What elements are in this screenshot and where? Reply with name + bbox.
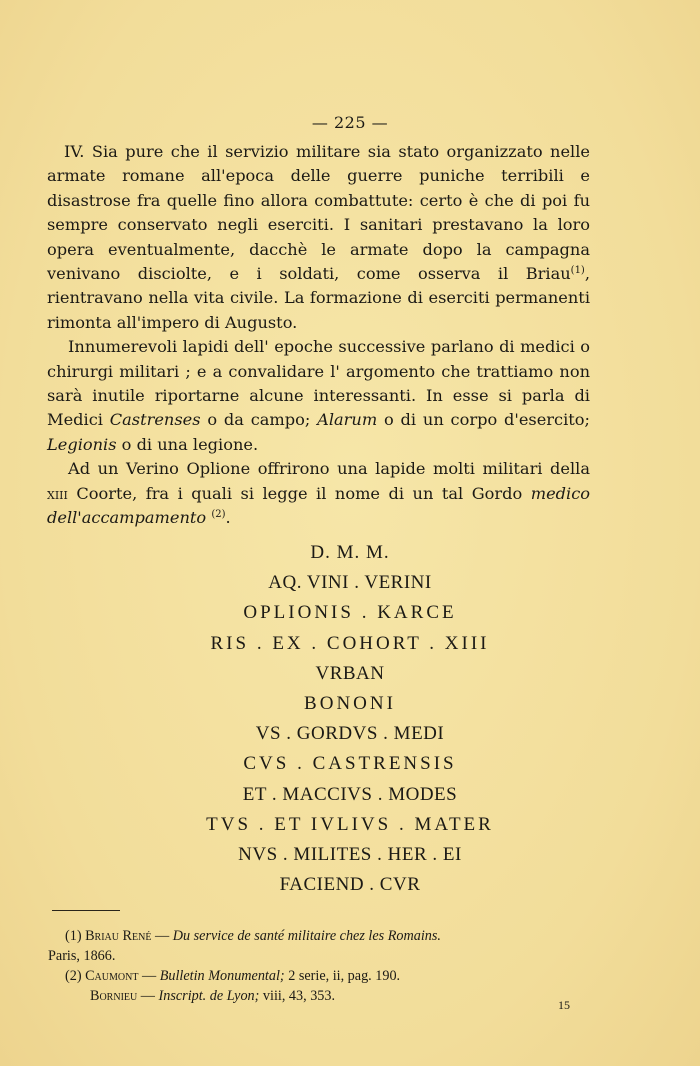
paragraph-lapidi	[47, 335, 590, 457]
footnote-title: Bulletin Monumental;	[159, 968, 285, 984]
footnote-rest: 2 serie, ii, pag. 190.	[284, 968, 401, 984]
paragraph-verino	[47, 457, 590, 530]
inscription-line: BONONI	[304, 693, 396, 715]
footnote-3-line	[48, 986, 608, 1006]
paragraph-iv-text: IV. Sia pure che il servizio militare sia stato organizzato nelle armate romane all'epoca delle guerre puniche terribili e disastrose fra quelle fino allora combattute: certo è che di poi fu sempre conservato negli eserciti. I sanitari prestavano la loro opera eventualmente, dacchè le armate dopo la campagna venivano disciolte, e i soldati, come osserva il Briau	[47, 142, 590, 284]
footnote-1-line	[48, 926, 608, 946]
footnote-2	[48, 966, 608, 1006]
footnote-rest: viii, 43, 353.	[259, 988, 336, 1004]
term-castrenses: Castrenses	[109, 410, 201, 430]
paragraph-lapidi-text-d: o di una legione.	[116, 434, 259, 454]
footnote-dash: —	[137, 988, 159, 1004]
footnote-title: Inscript. de Lyon;	[158, 988, 260, 1004]
paragraph-verino-text-c: .	[225, 508, 231, 528]
term-medico-accampamento: medico dell'accampamento	[47, 483, 590, 528]
paragraph-lapidi-text-b: o da campo;	[200, 410, 318, 430]
footnote-author: Caumont	[85, 968, 139, 984]
paragraph-iv-tail: , rientravano nella vita civile. La formazione di eserciti permanenti rimonta all'impero di Augusto.	[47, 264, 590, 332]
footnote-divider	[52, 910, 120, 911]
latin-inscription	[0, 538, 700, 900]
footnote-1	[48, 926, 608, 966]
term-alarum: Alarum	[317, 410, 378, 430]
footnotes	[48, 926, 608, 1006]
footnote-marker: (1)	[65, 928, 82, 944]
footnote-author: Briau René	[85, 928, 152, 944]
paragraph-verino-text-b: Coorte, fra i quali si legge il nome di un tal Gordo	[67, 483, 531, 503]
footnote-ref-1[interactable]: (1)	[570, 265, 585, 277]
signature-mark: 15	[558, 998, 570, 1012]
inscription-line: OPLIONIS . KARCE	[243, 602, 457, 624]
paragraph-lapidi-text-c: o di un corpo d'esercito;	[377, 410, 590, 430]
inscription-line: FACIEND . CVR	[279, 874, 421, 896]
roman-numeral: xiii	[47, 483, 68, 503]
paragraph-verino-text-a: Ad un Verino Oplione offrirono una lapide molti militari della	[68, 459, 590, 479]
inscription-line: D. M. M.	[310, 542, 390, 563]
inscription-line: VS . GORDVS . MEDI	[255, 723, 445, 745]
page-number: — 225 —	[311, 113, 389, 132]
inscription-line: NVS . MILITES . HER . EI	[238, 844, 462, 866]
inscription-line: VRBAN	[315, 662, 385, 684]
inscription-line: ET . MACCIVS . MODES	[242, 783, 458, 805]
inscription-line: CVS . CASTRENSIS	[243, 753, 457, 775]
footnote-author: Bornieu	[90, 988, 138, 1004]
paragraph-lapidi-text-a: Innumerevoli lapidi dell' epoche successive parlano di medici o chirurgi militari ; e a convalidare l' argomento che trattiamo non sarà inutile riportarne alcune interessanti. In esse si parla di Medici	[47, 337, 590, 430]
paragraph-iv	[47, 140, 590, 335]
footnote-marker: (2)	[65, 968, 82, 984]
footnote-1-place: Paris, 1866.	[48, 948, 116, 964]
footnote-title: Du service de santé militaire chez les Romains.	[172, 928, 441, 944]
inscription-line: AQ. VINI . VERINI	[268, 572, 432, 594]
footnote-2-line	[48, 966, 608, 986]
footnote-dash: —	[151, 928, 173, 944]
term-legionis: Legionis	[47, 434, 117, 454]
footnote-dash: —	[138, 968, 160, 984]
inscription-line: RIS . EX . COHORT . XIII	[210, 632, 490, 654]
footnote-ref-2[interactable]: (2)	[211, 509, 226, 521]
inscription-line: TVS . ET IVLIVS . MATER	[206, 813, 494, 835]
body-text	[47, 140, 590, 531]
